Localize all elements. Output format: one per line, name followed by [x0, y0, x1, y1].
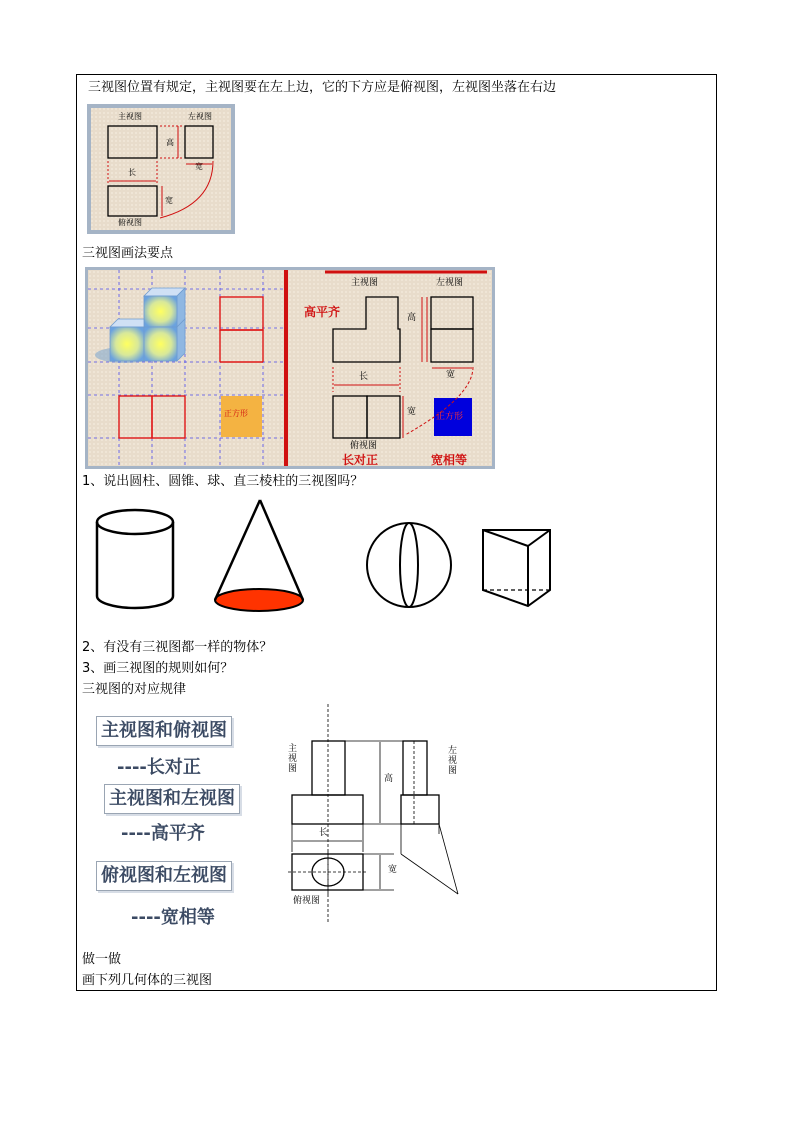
fig1-length-label: 长 [128, 168, 136, 177]
rule-box-top-left: 俯视图和左视图 [96, 861, 232, 891]
rule-title: 三视图的对应规律 [82, 682, 187, 697]
question-1: 1、说出圆柱、圆锥、球、直三棱柱的三视图吗？ [82, 474, 364, 489]
fig1-top-label: 俯视图 [118, 218, 142, 227]
fig3-left-label: 左视图 [448, 746, 458, 776]
fig2-top-label: 俯视图 [350, 441, 378, 451]
fig1-height-label: 高 [166, 138, 174, 147]
fig1-front-label: 主视图 [118, 112, 142, 121]
fig3-length-label: 长 [319, 828, 329, 838]
try-it-heading: 做一做 [82, 952, 122, 967]
intro-line: 三视图位置有规定，主视图要在左上边，它的下方应是俯视图，左视图坐落在右边 [88, 80, 557, 95]
rule-text-width: ----宽相等 [131, 907, 215, 928]
length-align-label: 长对正 [342, 453, 379, 467]
question-2: 2、有没有三视图都一样的物体？ [82, 640, 273, 655]
fig2-width-label-a: 宽 [446, 370, 456, 380]
rule-text-height: ----高平齐 [121, 823, 205, 844]
question-3: 3、画三视图的规则如何？ [82, 661, 234, 676]
fig1-left-label: 左视图 [188, 112, 212, 121]
orange-square-label: 正方形 [224, 409, 248, 418]
cylinder-top [97, 510, 173, 534]
fig3-width-label: 宽 [388, 865, 398, 875]
width-equal-label: 宽相等 [431, 453, 468, 467]
fig3-height-label: 高 [384, 774, 394, 784]
fig1-width-label-b: 宽 [165, 196, 173, 205]
correspondence-figure [282, 704, 467, 926]
task-line: 画下列几何体的三视图 [82, 973, 213, 988]
drawing-points-heading: 三视图画法要点 [82, 246, 174, 261]
fig2-width-label-b: 宽 [407, 407, 417, 417]
fig3-top-label: 俯视图 [293, 896, 321, 906]
fig2-length-label: 长 [359, 372, 369, 382]
rule-text-length: ----长对正 [117, 757, 201, 778]
rule-box-front-top: 主视图和俯视图 [96, 716, 232, 746]
rule-box-front-left: 主视图和左视图 [104, 784, 240, 814]
fig2-height-label: 高 [407, 313, 417, 323]
fig2-left-label: 左视图 [436, 278, 464, 288]
three-view-layout-figure [87, 104, 235, 234]
blue-square-label: 正方形 [436, 412, 464, 422]
fig2-front-label: 主视图 [351, 278, 379, 288]
height-align-label: 高平齐 [304, 305, 341, 319]
drawing-points-figure [85, 267, 495, 469]
solids-figure [90, 496, 560, 616]
fig3-front-label: 主视图 [288, 744, 298, 774]
fig1-width-label-a: 宽 [195, 162, 203, 171]
